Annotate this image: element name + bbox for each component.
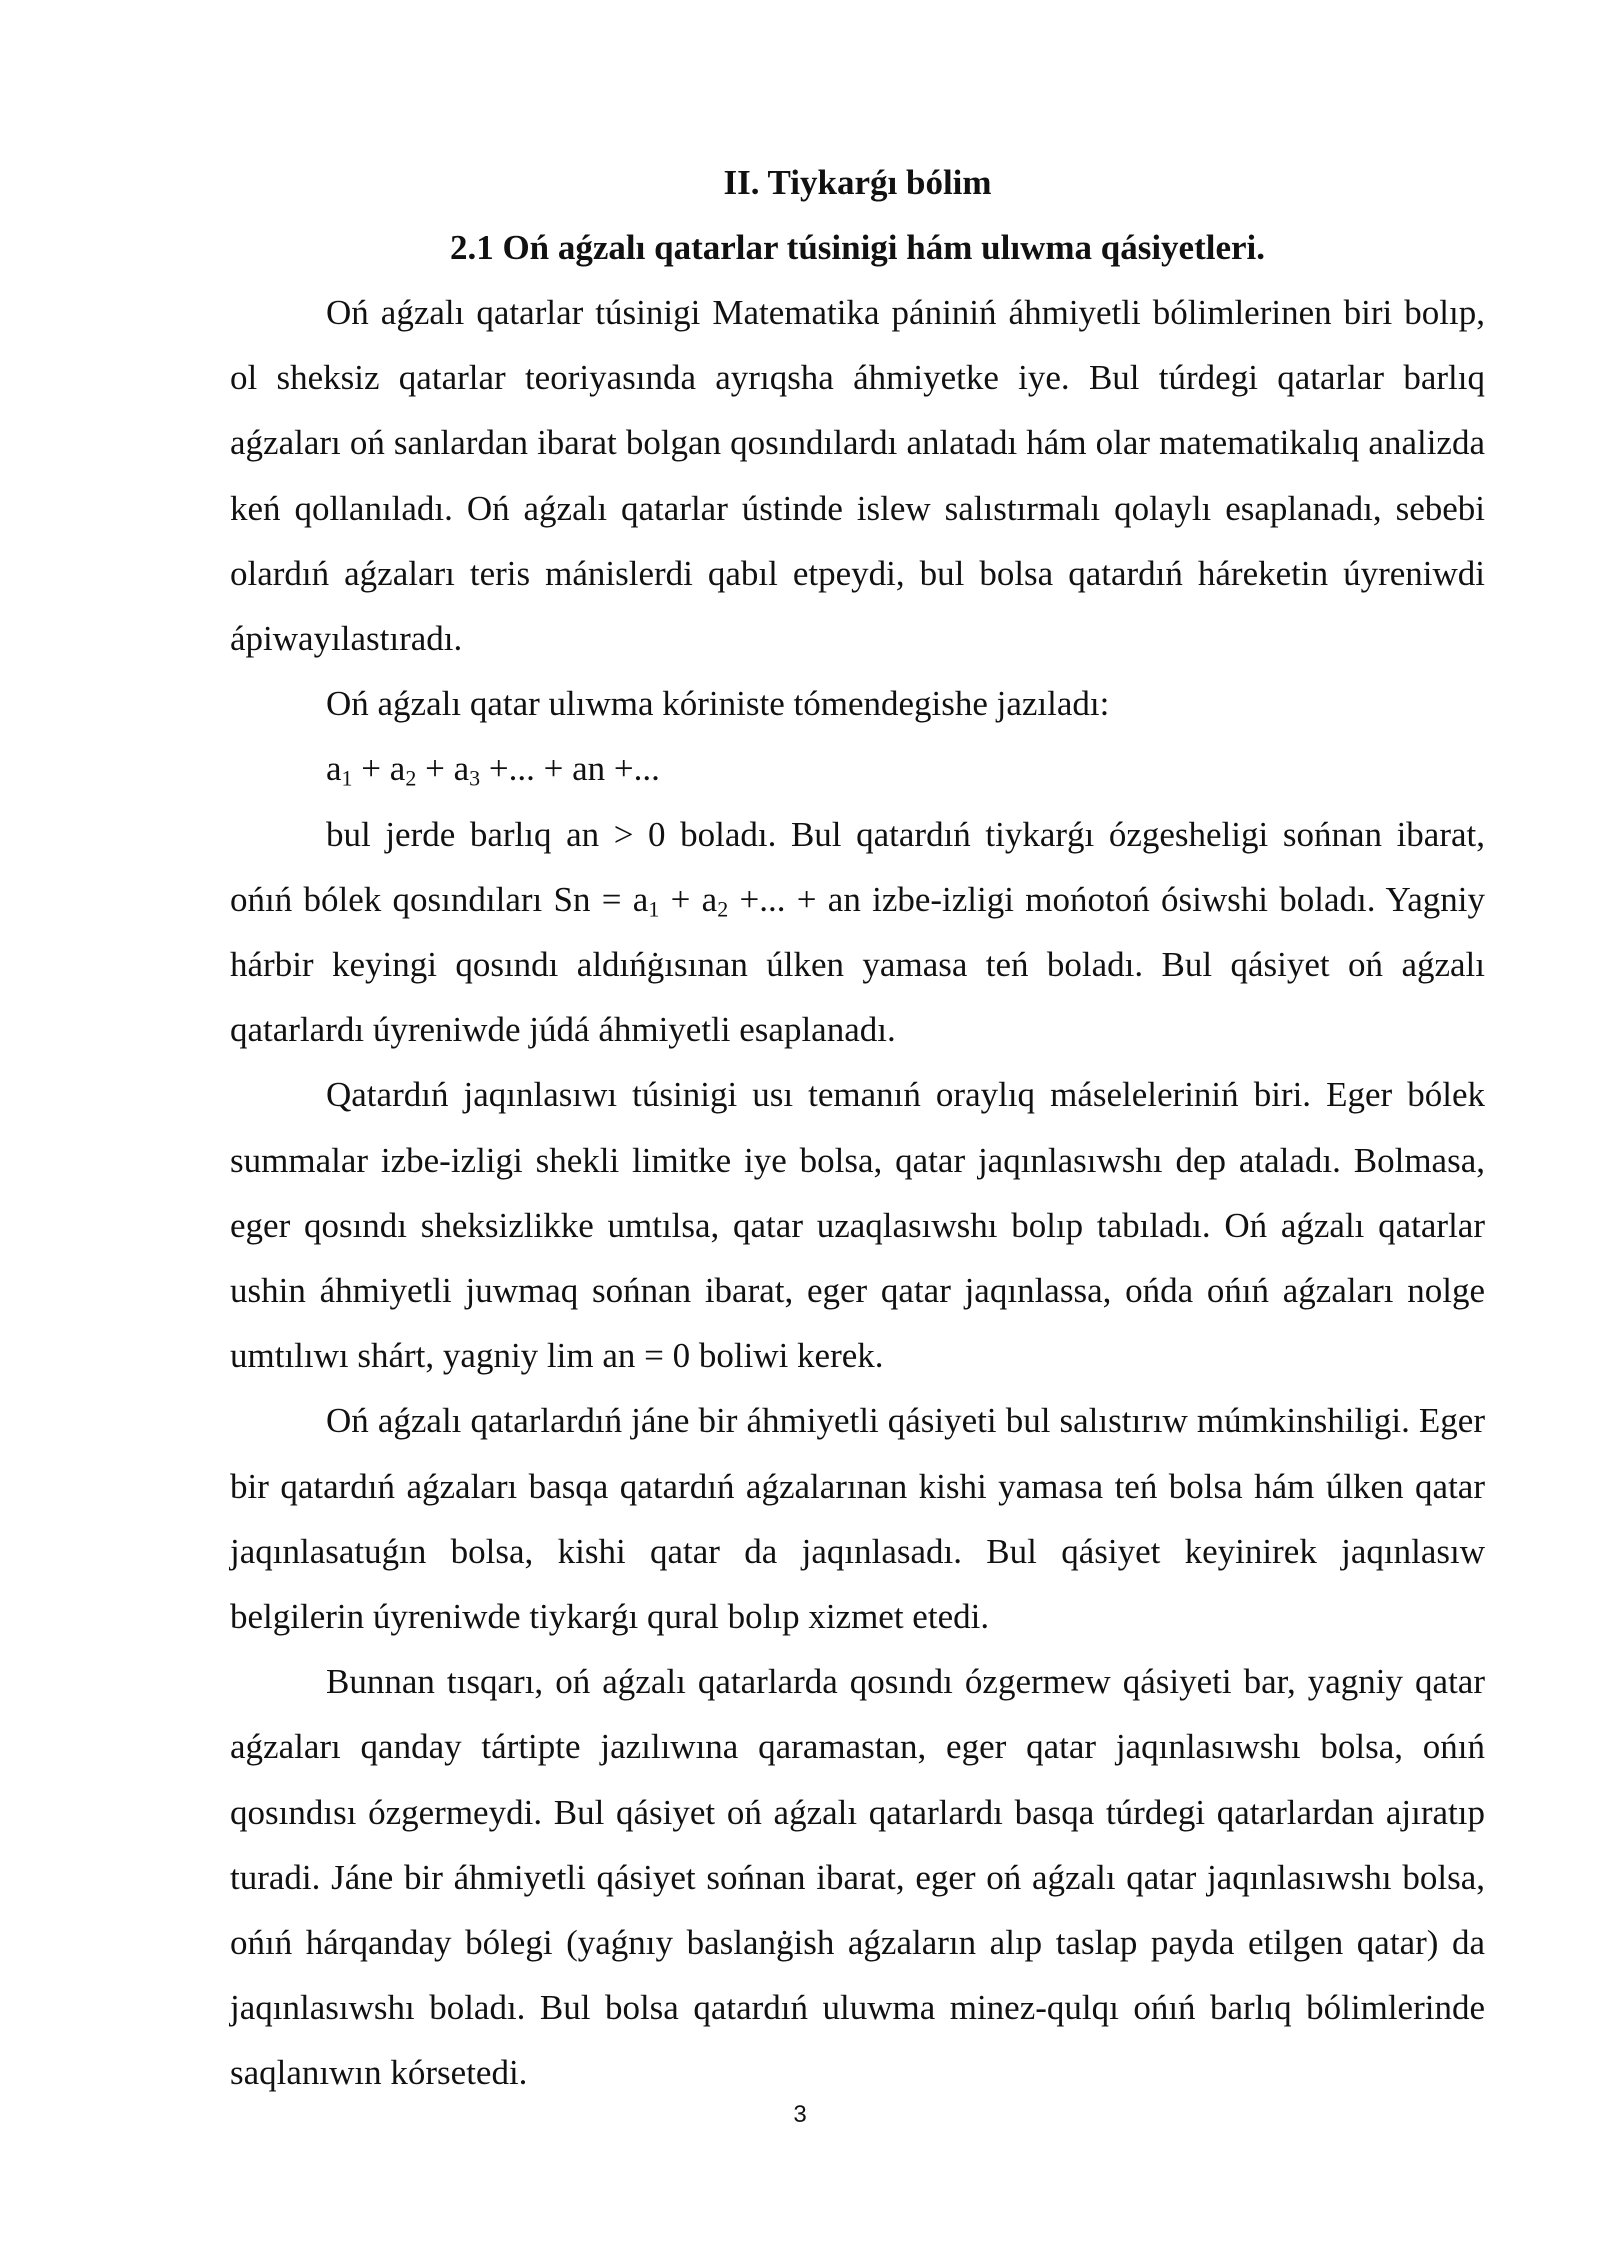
paragraph-3-subscript-2: 2: [717, 896, 729, 922]
paragraph-6: Bunnan tısqarı, oń aǵzalı qatarlarda qosındı ózgermew qásiyeti bar, yagniy qatar aǵzaları qanday tártipte jazılıwına qaramastan, eger qatar jaqınlasıwshı bolsa, ońıń qosındısı ózgermeydi. Bul qásiyet oń aǵzalı qatarlardı basqa túrdegi qatarlardan ajıratıp turadi. Jáne bir áhmiyetli qásiyet sońnan ibarat, eger oń aǵzalı qatar jaqınlasıwshı bolsa, ońıń hárqanday bólegi (yaǵnıy baslanġish aǵzaların alıp taslap payda etilgen qatar) da jaqınlasıwshı boladı. Bul bolsa qatardıń uluwma minez-qulqı ońıń barlıq bólimlerinde saqlanıwın kórsetedi.: [230, 1662, 1485, 2093]
paragraph-3-text-1: bul jerde barlıq an > 0 boladı. Bul qatardıń tiykarǵı ózgesheligi sońnan ibarat, ońıń bólek qosındıları Sn = a: [230, 814, 1485, 919]
section-title: 2.1 Oń aǵzalı qatarlar túsinigi hám ulıwma qásiyetleri.: [449, 228, 1266, 267]
chapter-title: II. Tiykarǵı bólim: [723, 163, 992, 202]
formula-text-1: a: [326, 749, 342, 789]
page-content: [230, 150, 1485, 2106]
paragraph-1: Oń aǵzalı qatarlar túsinigi Matematika pániniń áhmiyetli bólimlerinen biri bolıp, ol sheksiz qatarlar teoriyasında ayrıqsha áhmiyetke iye. Bul túrdegi qatarlar barlıq aǵzaları oń sanlardan ibarat bolgan qosındılardı anlatadı hám olar matematikalıq analizda keń qollanıladı. Oń aǵzalı qatarlar ústinde islew salıstırmalı qolaylı esaplanadı, sebebi olardıń aǵzaları teris mánislerdi qabıl etpeydi, bul bolsa qatardıń háreketin úyreniwdi ápiwayılastıradı.: [230, 293, 1485, 659]
paragraph-3-subscript-1: 1: [648, 896, 660, 922]
paragraph-5: Oń aǵzalı qatarlardıń jáne bir áhmiyetli qásiyeti bul salıstırıw múmkinshiligi. Eger bir qatardıń aǵzaları basqa qatardıń aǵzalarınan kishi yamasa teń bolsa hám úlken qatar jaqınlasatuǵın bolsa, kishi qatar da jaqınlasadı. Bul qásiyet keyinirek jaqınlasıw belgilerin úyreniwde tiykarǵı qural bolıp xizmet etedi.: [230, 1401, 1485, 1637]
paragraph-4: Qatardıń jaqınlasıwı túsinigi usı temanıń oraylıq máseleleriniń biri. Eger bólek summalar izbe-izligi shekli limitke iye bolsa, qatar jaqınlasıwshı dep ataladı. Bolmasa, eger qosındı sheksizlikke umtılsa, qatar uzaqlasıwshı bolıp tabıladı. Oń aǵzalı qatarlar ushin áhmiyetli juwmaq sońnan ibarat, eger qatar jaqınlassa, ońda ońıń aǵzaları nolge umtılıwı shárt, yagniy lim an = 0 boliwi kerek.: [230, 1075, 1485, 1376]
formula-text-2: + a: [352, 749, 406, 789]
paragraph-2: Oń aǵzalı qatar ulıwma kóriniste tómendegishe jazıladı:: [326, 684, 1110, 724]
paragraph-3-text-2: + a: [659, 879, 718, 919]
formula-subscript-1: 1: [341, 765, 353, 791]
formula-text-4: +... + an +...: [480, 749, 660, 789]
series-formula: [230, 736, 1485, 801]
page-number: 3: [793, 2101, 807, 2128]
formula-text-3: + a: [416, 749, 470, 789]
paragraph-3: [230, 802, 1485, 1063]
paragraph-3-text-3: +... + an izbe-izligi mońotoń ósiwshi boladı. Yagniy hárbir keyingi qosındı aldıńġısınan úlken yamasa teń boladı. Bul qásiyet oń aǵzalı qatarlardı úyreniwde júdá áhmiyetli esaplanadı.: [230, 879, 1485, 1050]
formula-subscript-3: 3: [469, 765, 481, 791]
formula-subscript-2: 2: [405, 765, 417, 791]
